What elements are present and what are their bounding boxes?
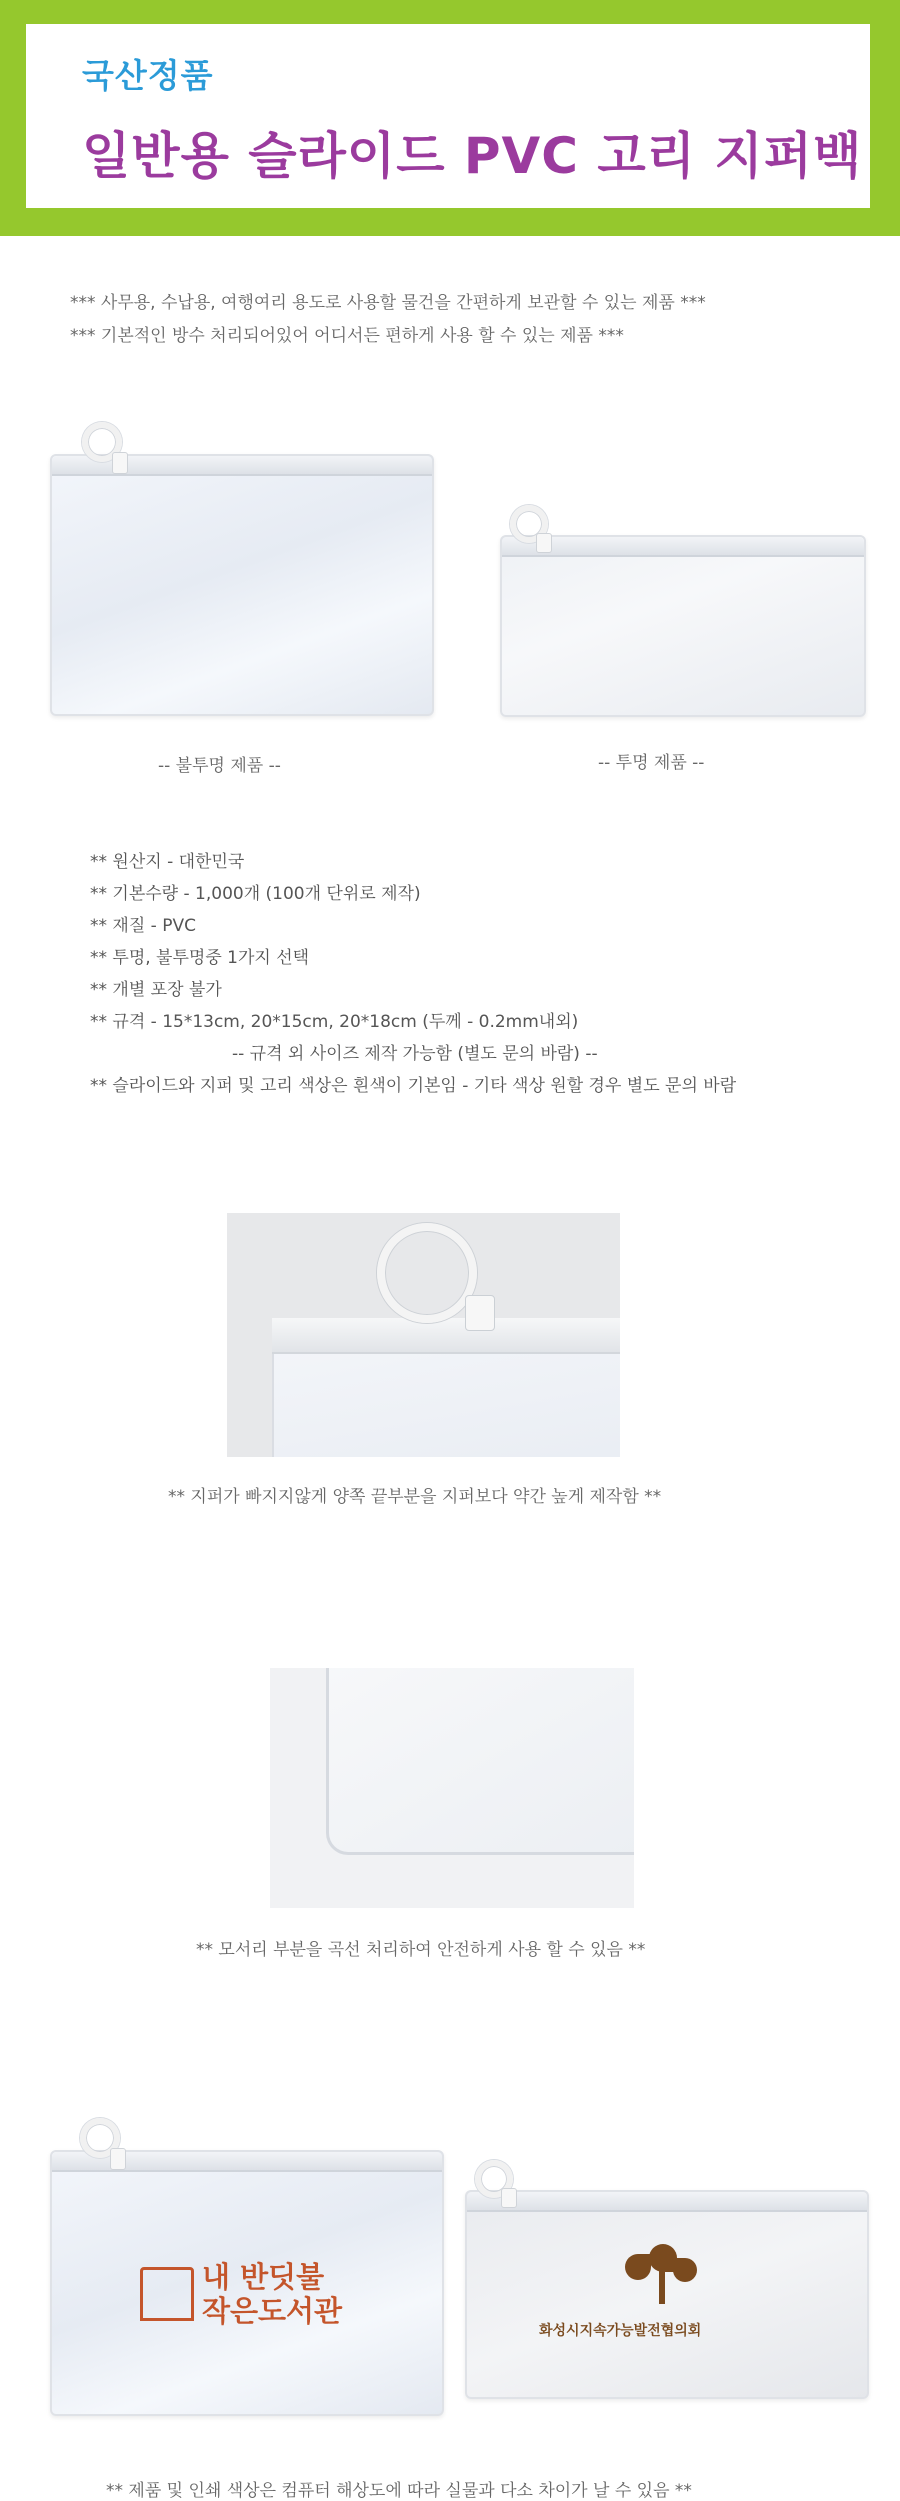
clear-bag bbox=[500, 535, 866, 717]
spec-packaging: ** 개별 포장 불가 bbox=[90, 980, 222, 1000]
printed-sample-2 bbox=[465, 2160, 870, 2400]
library-logo-icon bbox=[140, 2267, 194, 2321]
zipper-strip bbox=[502, 537, 864, 557]
bag-corner bbox=[326, 1668, 634, 1855]
opaque-caption: -- 불투명 제품 -- bbox=[158, 756, 281, 776]
spec-color: ** 슬라이드와 지퍼 및 고리 색상은 흰색이 기본임 - 기타 색상 원할 경우 별도 문의 바람 bbox=[90, 1076, 737, 1096]
sample1-logo-line1: 내 반딧불 bbox=[202, 2260, 325, 2294]
slider-tab bbox=[465, 1295, 495, 1331]
ring-icon bbox=[377, 1223, 477, 1323]
printed-bag-2 bbox=[465, 2190, 869, 2399]
printed-bag-1 bbox=[50, 2150, 444, 2416]
zipper-strip bbox=[467, 2192, 867, 2212]
slider-tab bbox=[112, 452, 128, 474]
clear-bag-photo bbox=[500, 505, 865, 720]
spec-material: ** 재질 - PVC bbox=[90, 916, 196, 936]
page-title: 일반용 슬라이드 PVC 고리 지퍼백 bbox=[82, 127, 863, 185]
corner-detail-photo bbox=[270, 1668, 634, 1908]
zipper-detail-photo bbox=[227, 1213, 620, 1457]
corner-detail-caption: ** 모서리 부분을 곡선 처리하여 안전하게 사용 할 수 있음 ** bbox=[196, 1940, 646, 1960]
tree-logo-icon bbox=[625, 2244, 699, 2304]
sample1-logo-line2: 작은도서관 bbox=[202, 2294, 343, 2328]
header-subtitle: 국산정품 bbox=[82, 56, 214, 95]
intro-line-1: *** 사무용, 수납용, 여행여리 용도로 사용할 물건을 간편하게 보관할 수 있는 제품 *** bbox=[70, 293, 706, 313]
spec-custom-size: -- 규격 외 사이즈 제작 가능함 (별도 문의 바람) -- bbox=[232, 1044, 598, 1064]
clear-caption: -- 투명 제품 -- bbox=[598, 753, 705, 773]
zipper-strip bbox=[272, 1318, 620, 1354]
printed-sample-1 bbox=[50, 2118, 445, 2418]
spec-size: ** 규격 - 15*13cm, 20*15cm, 20*18cm (두께 - 0.2mm내외) bbox=[90, 1012, 579, 1032]
spec-quantity: ** 기본수량 - 1,000개 (100개 단위로 제작) bbox=[90, 884, 421, 904]
slider-tab bbox=[501, 2188, 517, 2208]
slider-tab bbox=[110, 2148, 126, 2170]
footer-caption: ** 제품 및 인쇄 색상은 컴퓨터 해상도에 따라 실물과 다소 차이가 날 수 있음 ** bbox=[106, 2481, 692, 2501]
zipper-detail-caption: ** 지퍼가 빠지지않게 양쪽 끝부분을 지퍼보다 약간 높게 제작함 ** bbox=[168, 1487, 662, 1507]
sample2-logo-text: 화성시지속가능발전협의회 bbox=[539, 2323, 702, 2339]
spec-choice: ** 투명, 불투명중 1가지 선택 bbox=[90, 948, 310, 968]
spec-origin: ** 원산지 - 대한민국 bbox=[90, 852, 245, 872]
slider-tab bbox=[536, 533, 552, 553]
opaque-bag bbox=[50, 454, 434, 716]
intro-line-2: *** 기본적인 방수 처리되어있어 어디서든 편하게 사용 할 수 있는 제품 *** bbox=[70, 326, 624, 346]
opaque-bag-photo bbox=[50, 422, 435, 718]
